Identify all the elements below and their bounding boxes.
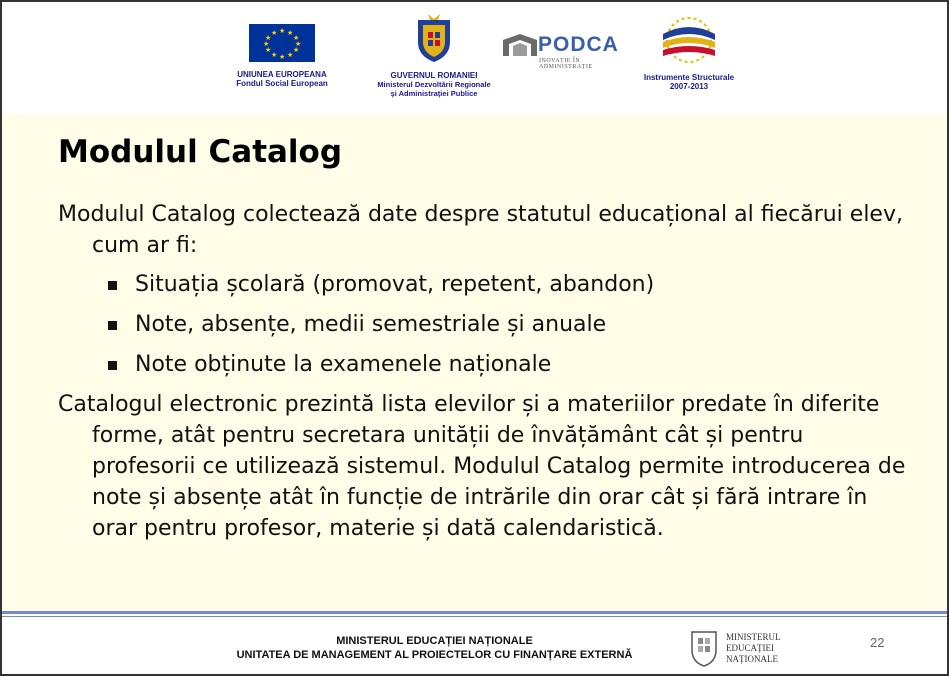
page-number: 22 bbox=[870, 635, 885, 650]
eu-caption-line2: Fondul Social European bbox=[236, 79, 328, 88]
bullet-item bbox=[58, 305, 908, 345]
eu-caption-line1: UNIUNEA EUROPEANA bbox=[237, 70, 327, 79]
bullet-item bbox=[58, 265, 908, 305]
structural-caption-line1: Instrumente Structurale bbox=[643, 73, 735, 82]
gov-logo-block bbox=[354, 12, 514, 98]
footer-institution bbox=[202, 634, 667, 662]
bullet-item bbox=[58, 345, 908, 385]
podca-logo-icon bbox=[502, 32, 538, 58]
footer-line1: MINISTERUL EDUCAȚIEI NAȚIONALE bbox=[336, 635, 533, 647]
bullet-square-icon bbox=[108, 361, 117, 370]
bullet-square-icon bbox=[108, 281, 117, 290]
podca-tagline: INOVAȚIE ÎN ADMINISTRAȚIE bbox=[539, 58, 593, 70]
gov-caption-line1: GUVERNUL ROMANIEI bbox=[390, 71, 478, 80]
paragraph-catalog: Catalogul electronic prezintă lista elevilor și a materiilor predate în diferite forme, atât pentru secretara unității de învățământ cât și pentru profesorii ce utilizează sistemul. Modulul Catalog permite introducerea de note și absențe atât în funcție de intrările din orar cât și fără intrare în orar pentru profesor, materie și dată calendaristică. bbox=[58, 392, 906, 541]
footer-rule-thick bbox=[2, 611, 947, 614]
footer-rule-thin bbox=[2, 616, 947, 617]
ministry-crest-icon bbox=[689, 628, 719, 668]
romanian-coat-of-arms-icon bbox=[414, 12, 454, 64]
slide-body bbox=[58, 199, 908, 544]
eu-flag-icon: ★ ★ ★ ★ ★ ★ ★ ★ ★ ★ ★ ★ bbox=[249, 24, 315, 62]
bullet-text: Note, absențe, medii semestriale și anuale bbox=[135, 312, 607, 337]
ministry-logo-line1: MINISTERUL bbox=[726, 632, 781, 642]
podca-name: PODCA bbox=[538, 33, 619, 56]
ministry-logo-line2: EDUCAȚIEI bbox=[726, 643, 774, 653]
slide-title: Modulul Catalog bbox=[58, 134, 343, 170]
ministry-logo-text bbox=[726, 632, 781, 665]
podca-logo-block bbox=[502, 32, 622, 70]
structural-instruments-logo-icon bbox=[657, 8, 721, 70]
structural-caption-line2: 2007-2013 bbox=[669, 82, 709, 91]
bullet-list bbox=[58, 265, 908, 385]
paragraph-intro: Modulul Catalog colectează date despre statutul educațional al fiecărui elev, cum ar fi: bbox=[58, 202, 903, 258]
logo-header bbox=[2, 2, 947, 114]
bullet-square-icon bbox=[108, 321, 117, 330]
footer-line2: UNITATEA DE MANAGEMENT AL PROIECTELOR CU FINANȚARE EXTERNĂ bbox=[236, 649, 633, 661]
bullet-text: Situația școlară (promovat, repetent, abandon) bbox=[135, 272, 655, 297]
structural-logo-block bbox=[624, 8, 754, 91]
eu-logo-block bbox=[217, 24, 347, 88]
gov-caption-line3: şi Administraţiei Publice bbox=[390, 89, 478, 98]
footer bbox=[2, 618, 947, 674]
bullet-text: Note obținute la examenele naționale bbox=[135, 352, 552, 377]
gov-caption-line2: Ministerul Dezvoltării Regionale bbox=[377, 80, 491, 89]
ministry-logo-line3: NAȚIONALE bbox=[726, 654, 778, 664]
